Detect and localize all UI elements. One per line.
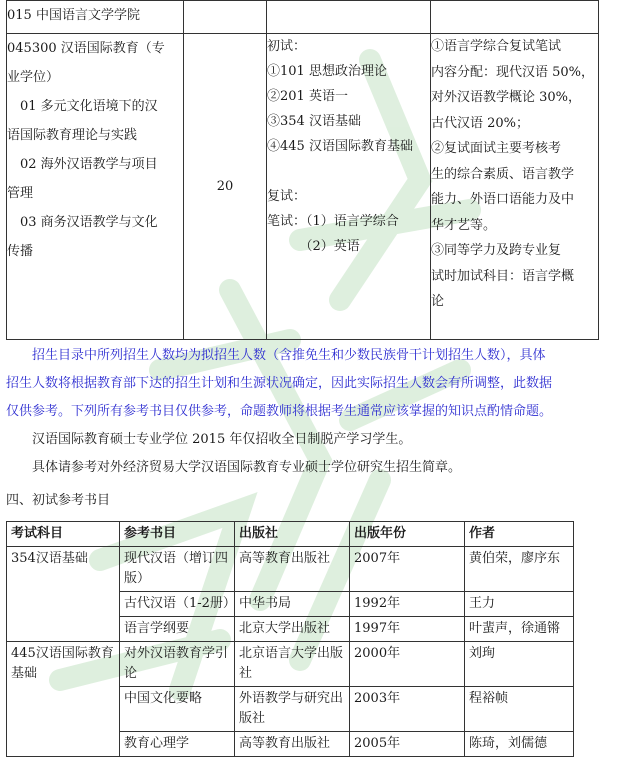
author-cell: 刘珣 bbox=[465, 642, 574, 687]
quota-cell bbox=[184, 34, 267, 340]
exam-line: 复试： bbox=[267, 189, 307, 204]
year-cell: 1992年 bbox=[350, 592, 465, 617]
program-line: 传播 bbox=[7, 244, 34, 259]
reference-books-table bbox=[6, 521, 574, 757]
program-line: 045300 汉语国际教育（专 bbox=[7, 41, 165, 56]
year-cell: 2000年 bbox=[350, 642, 465, 687]
program-table bbox=[6, 0, 599, 340]
notes-cell bbox=[431, 34, 599, 340]
exam-cell bbox=[267, 34, 431, 340]
book-cell: 语言学纲要 bbox=[120, 617, 235, 642]
subject-cell: 354汉语基础 bbox=[7, 547, 120, 642]
year-cell: 2005年 bbox=[350, 732, 465, 757]
program-line: 语国际教育理论与实践 bbox=[7, 128, 138, 143]
section-heading: 四、初试参考书目 bbox=[6, 493, 111, 508]
author-cell: 王力 bbox=[465, 592, 574, 617]
notes-line: 对外汉语教学概论 30%， bbox=[431, 90, 582, 105]
book-cell: 中国文化要略 bbox=[120, 687, 235, 732]
publisher-cell: 高等教育出版社 bbox=[235, 547, 350, 592]
college-name: 015 中国语言文学学院 bbox=[7, 8, 140, 23]
notes-line: ①语言学综合复试笔试 bbox=[431, 39, 562, 54]
book-cell: 教育心理学 bbox=[120, 732, 235, 757]
notes-line: 生的综合素质、语言教学 bbox=[431, 166, 575, 182]
note-line: 仅供参考。下列所有参考书目仅供参考，命题教师将根据考生通常应该掌握的知识点酌情命题。 bbox=[6, 404, 553, 419]
book-cell: 现代汉语（增订四版） bbox=[120, 547, 235, 592]
subject-cell: 445汉语国际教育基础 bbox=[7, 642, 120, 757]
notes-line: 古代汉语 20%； bbox=[431, 115, 530, 131]
fulltime-note: 汉语国际教育硕士专业学位 2015 年仅招收全日制脱产学习学生。 bbox=[6, 432, 412, 447]
publisher-cell: 中华书局 bbox=[235, 592, 350, 617]
notes-line: ③同等学力及跨专业复 bbox=[431, 243, 562, 258]
year-cell: 2003年 bbox=[350, 687, 465, 732]
exam-line: ①101 思想政治理论 bbox=[267, 64, 387, 79]
college-cell bbox=[7, 1, 184, 34]
year-cell: 2007年 bbox=[350, 547, 465, 592]
table-header-row bbox=[7, 522, 574, 547]
notes-line: ②复试面试主要考核考 bbox=[431, 141, 562, 156]
quota-value: 20 bbox=[216, 179, 234, 194]
notes-line: 能力、外语口语能力及中 bbox=[431, 192, 575, 207]
notes-line: 论 bbox=[431, 294, 445, 309]
header-year: 出版年份 bbox=[350, 522, 465, 547]
exam-line: （2）英语 bbox=[267, 239, 360, 254]
publisher-cell: 北京大学出版社 bbox=[235, 617, 350, 642]
table-row bbox=[7, 642, 574, 687]
program-cell bbox=[7, 34, 184, 340]
header-publisher: 出版社 bbox=[235, 522, 350, 547]
author-cell: 黄伯荣，廖序东 bbox=[465, 547, 574, 592]
header-book: 参考书目 bbox=[120, 522, 235, 547]
program-line: 02 海外汉语教学与项目 bbox=[7, 157, 158, 172]
notes-line: 内容分配：现代汉语 50%， bbox=[431, 64, 595, 80]
book-cell: 对外汉语教育学引论 bbox=[120, 642, 235, 687]
program-line: 业学位） bbox=[7, 70, 60, 85]
header-subject: 考试科目 bbox=[7, 522, 120, 547]
author-cell: 叶蜚声，徐通锵 bbox=[465, 617, 574, 642]
exam-line: 初试： bbox=[267, 39, 307, 54]
exam-line: ②201 英语一 bbox=[267, 89, 348, 104]
reference-note: 具体请参考对外经济贸易大学汉语国际教育专业硕士学位研究生招生简章。 bbox=[6, 460, 462, 475]
table-row bbox=[7, 547, 574, 592]
publisher-cell: 北京语言大学出版社 bbox=[235, 642, 350, 687]
exam-line: ③354 汉语基础 bbox=[267, 114, 361, 129]
program-line: 03 商务汉语教学与文化 bbox=[7, 215, 158, 230]
header-author: 作者 bbox=[465, 522, 574, 547]
notes-line: 华才艺等。 bbox=[431, 217, 497, 233]
notes-line: 试时加试科目：语言学概 bbox=[431, 268, 575, 284]
admission-note bbox=[6, 342, 618, 426]
program-line: 01 多元文化语境下的汉 bbox=[7, 99, 158, 114]
book-cell: 古代汉语（1-2册） bbox=[120, 592, 235, 617]
author-cell: 陈琦，刘儒德 bbox=[465, 732, 574, 757]
exam-line: ④445 汉语国际教育基础 bbox=[267, 139, 413, 154]
publisher-cell: 高等教育出版社 bbox=[235, 732, 350, 757]
year-cell: 1997年 bbox=[350, 617, 465, 642]
program-line: 管理 bbox=[7, 186, 34, 201]
exam-line: 笔试：（1）语言学综合 bbox=[267, 214, 399, 229]
note-line: 招生人数将根据教育部下达的招生计划和生源状况确定，因此实际招生人数会有所调整，此数据 bbox=[6, 376, 553, 391]
publisher-cell: 外语教学与研究出版社 bbox=[235, 687, 350, 732]
note-line: 招生目录中所列招生人数均为拟招生人数（含推免生和少数民族骨干计划招生人数），具体 bbox=[6, 348, 546, 363]
author-cell: 程裕帧 bbox=[465, 687, 574, 732]
